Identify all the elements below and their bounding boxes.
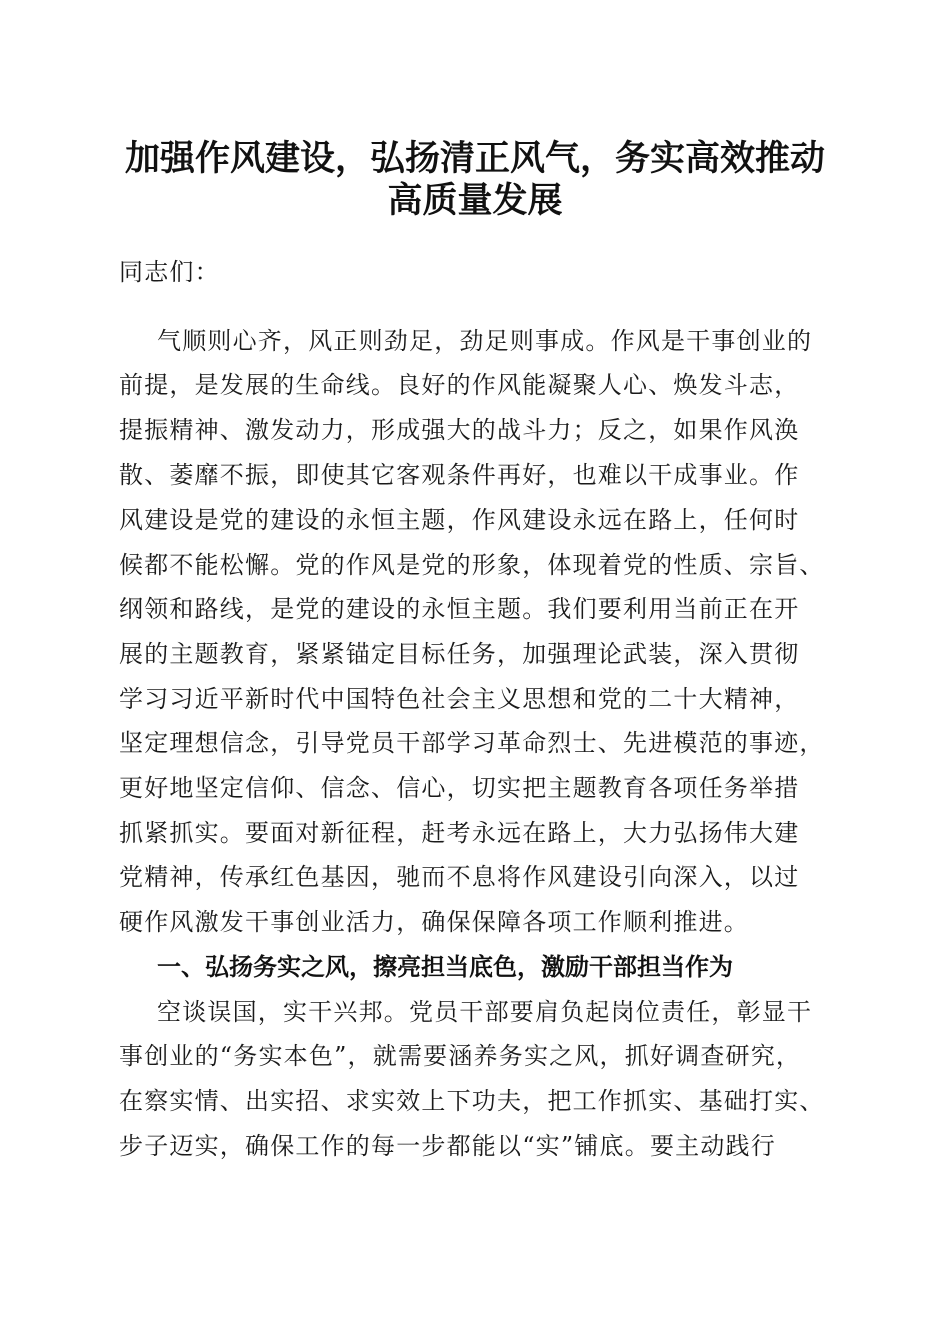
title-line-1: 加强作风建设，弘扬清正风气，务实高效推动 (124, 138, 825, 179)
body-line: 更好地坚定信仰、信念、信心，切实把主题教育各项任务举措 (119, 774, 800, 802)
body-line: 气顺则心齐，风正则劲足，劲足则事成。作风是干事创业的 (157, 327, 813, 355)
body-line: 学习习近平新时代中国特色社会主义思想和党的二十大精神， (119, 685, 800, 713)
body-line: 抓紧抓实。要面对新征程，赶考永远在路上，大力弘扬伟大建 (119, 819, 800, 847)
body-line: 步子迈实，确保工作的每一步都能以“实”铺底。要主动践行 (119, 1132, 776, 1160)
title-line-2: 高质量发展 (387, 180, 563, 221)
body-line: 候都不能松懈。党的作风是党的形象，体现着党的性质、宗旨、 (119, 551, 825, 579)
body-line: 硬作风激发干事创业活力，确保保障各项工作顺利推进。 (119, 908, 749, 936)
body-line: 展的主题教育，紧紧锚定目标任务，加强理论武装，深入贯彻 (119, 640, 800, 668)
body-line: 在察实情、出实招、求实效上下功夫，把工作抓实、基础打实、 (119, 1087, 825, 1115)
body-line: 散、萎靡不振，即使其它客观条件再好，也难以干成事业。作 (119, 461, 800, 489)
body-line: 风建设是党的建设的永恒主题，作风建设永远在路上，任何时 (119, 506, 800, 534)
body-line: 前提，是发展的生命线。良好的作风能凝聚人心、焕发斗志， (119, 371, 800, 399)
body-line: 空谈误国，实干兴邦。党员干部要肩负起岗位责任，彰显干 (157, 998, 813, 1026)
body-line: 提振精神、激发动力，形成强大的战斗力；反之，如果作风涣 (119, 416, 800, 444)
salutation: 同志们： (119, 258, 220, 286)
body-line: 事创业的“务实本色”，就需要涵养务实之风，抓好调查研究， (119, 1042, 802, 1070)
body-line: 纲领和路线，是党的建设的永恒主题。我们要利用当前正在开 (119, 595, 800, 623)
section-heading: 一、弘扬务实之风，擦亮担当底色，激励干部担当作为 (157, 953, 733, 981)
body-line: 坚定理想信念，引导党员干部学习革命烈士、先进模范的事迹， (119, 729, 825, 757)
body-line: 党精神，传承红色基因，驰而不息将作风建设引向深入，以过 (119, 863, 800, 891)
